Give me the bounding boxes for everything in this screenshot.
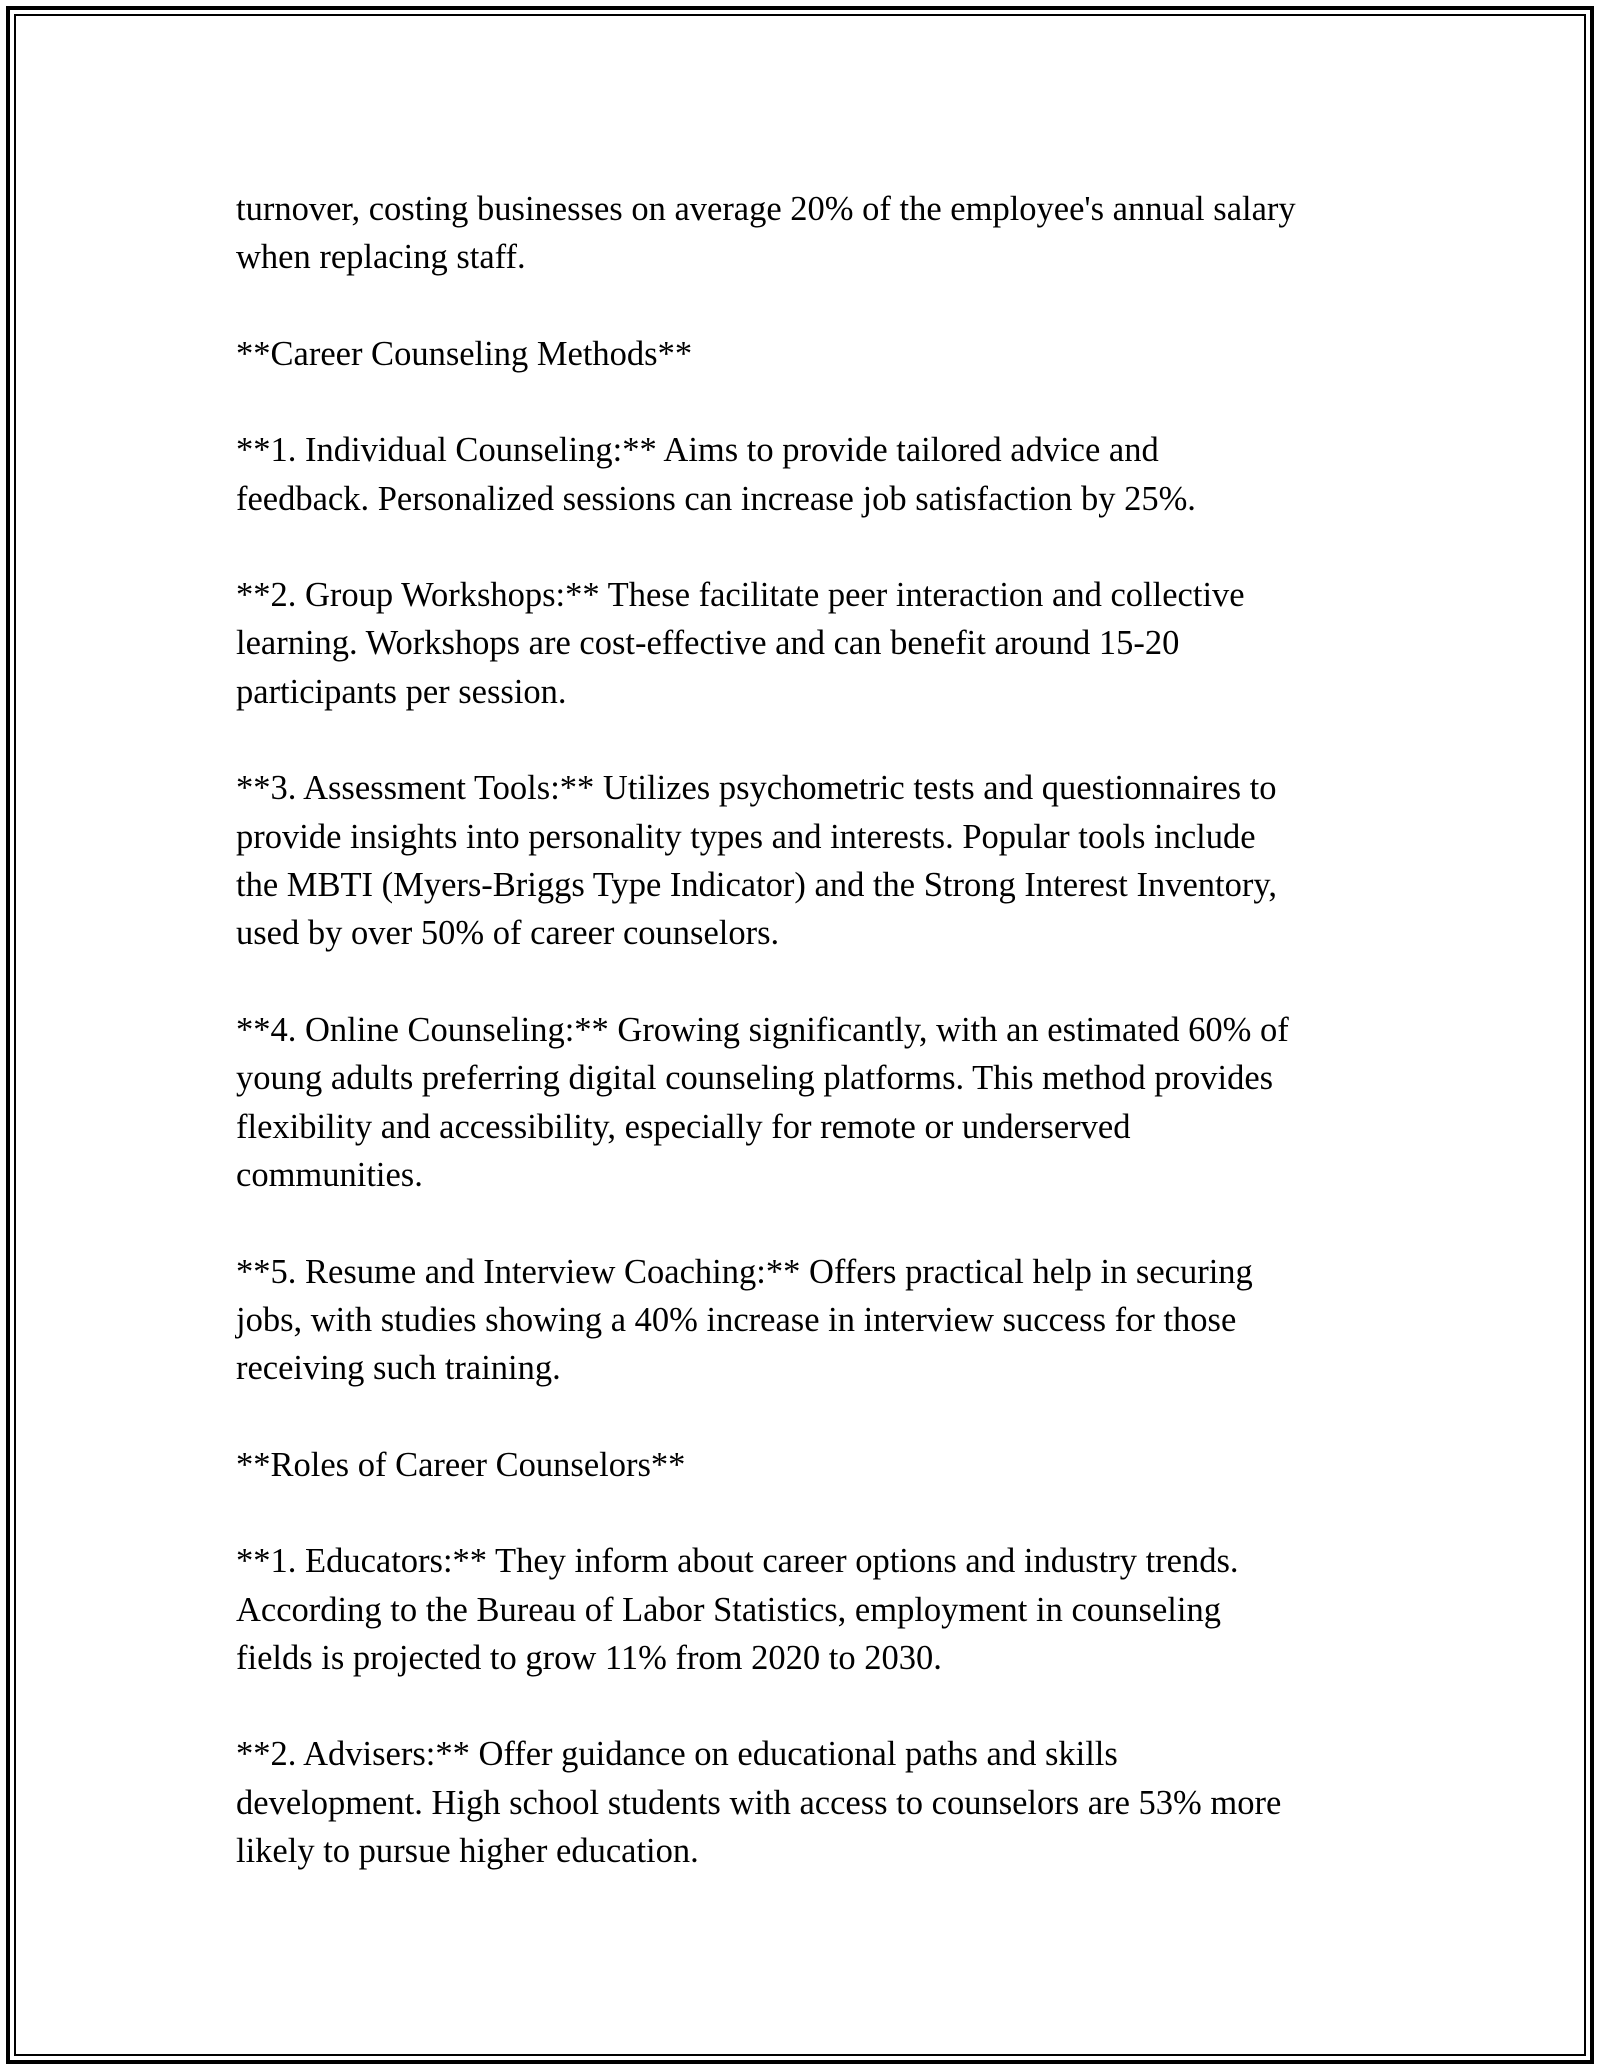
paragraph-resume-interview-coaching: **5. Resume and Interview Coaching:** Offers practical help in securing jobs, with studies showing a 40% increase in interview success for those receiving such training. — [236, 1252, 1253, 1388]
heading-roles-of-career-counselors: **Roles of Career Counselors** — [236, 1445, 686, 1484]
paragraph-turnover-continuation: turnover, costing businesses on average 20% of the employee's annual salary when replacing staff. — [236, 190, 1296, 277]
paragraph-online-counseling: **4. Online Counseling:** Growing significantly, with an estimated 60% of young adults preferring digital counseling platforms. This method provides flexibility and accessibility, especially for remote or underserved communities. — [236, 1010, 1289, 1195]
paragraph-group-workshops: **2. Group Workshops:** These facilitate peer interaction and collective learning. Workshops are cost-effective and can benefit around 15-20 participants per session. — [236, 576, 1245, 711]
paragraph-advisers: **2. Advisers:** Offer guidance on educational paths and skills development. High school students with access to counselors are 53% more likely to pursue higher education. — [236, 1735, 1282, 1871]
document-body — [236, 185, 1366, 1924]
paragraph-educators: **1. Educators:** They inform about career options and industry trends. According to the Bureau of Labor Statistics, employment in counseling fields is projected to grow 11% from 2020 to 2030. — [236, 1542, 1239, 1677]
paragraph-assessment-tools: **3. Assessment Tools:** Utilizes psychometric tests and questionnaires to provide insights into personality types and interests. Popular tools include the MBTI (Myers-Briggs Type Indicator) and the Strong Interest Inventory, used by over 50% of career counselors. — [236, 769, 1277, 953]
paragraph-individual-counseling: **1. Individual Counseling:** Aims to provide tailored advice and feedback. Personalized sessions can increase job satisfaction by 25%. — [236, 431, 1196, 518]
heading-career-counseling-methods: **Career Counseling Methods** — [236, 334, 693, 373]
